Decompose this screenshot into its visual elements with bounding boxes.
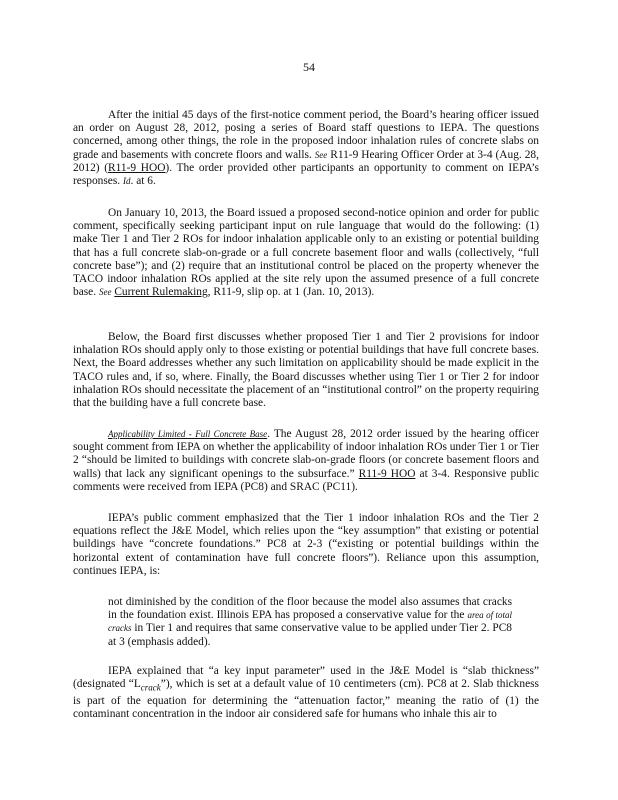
- p1-text-c: ). The order provided other participants an opportunity to comment on IEPA’s responses.: [73, 161, 539, 188]
- paragraph-slab-thickness: [73, 665, 539, 721]
- p6-subscript: crack: [140, 682, 161, 693]
- p1-see: See: [314, 149, 328, 160]
- quote-text-b: in Tier 1 and requires that same conservative value to be applied under Tier 2. PC8 at 3 (emphasis added).: [108, 622, 512, 648]
- p2-text-b: , R11-9, slip op. at 1 (Jan. 10, 2013).: [207, 286, 375, 299]
- p2-cite-current-rulemaking: Current Rulemaking: [114, 286, 208, 299]
- paragraph-hearing-officer-order: [73, 109, 539, 188]
- p4-text-a: . The August 28, 2012 order issued by the hearing officer sought comment from IEPA on whether the applicability of indoor inhalation ROs under Tier 1 or Tier 2 “should be limited to buildings with concrete slab-on-grade floors (or concrete basement floors and walls) that lack any significant openings to the subsurface.”: [73, 428, 540, 480]
- block-quote: [108, 596, 512, 649]
- p4-text-b: at 3-4. Responsive public comments were received from IEPA (PC8) and SRAC (PC11).: [73, 467, 539, 493]
- p3-text: Below, the Board first discusses whether proposed Tier 1 and Tier 2 provisions for indoor inhalation ROs should apply only to those existing or potential buildings that have full concrete bases. Next, the Board addresses whether any such limitation on applicability should be made explicit in the TACO rules and, if so, where. Finally, the Board discusses whether using Tier 1 or Tier 2 for indoor inhalation ROs should necessitate the placement of an “institutional control” on the property requiring that the building have a full concrete base.: [73, 331, 539, 410]
- p4-cite-hoo: R11-9 HOO: [358, 467, 416, 480]
- p2-text-a: On January 10, 2013, the Board issued a proposed second-notice opinion and order for public comment, specifically seeking participant input on rule language that would do the following: (1) make Tier 1 and Tier 2 ROs for indoor inhalation applicable only to an existing or potential building that has a full concrete slab-on-grade or a full concrete basement floor and walls (collectively, “full concrete base”); and (2) require that an institutional control be placed on the property whenever the TACO indoor inhalation ROs applied at the site rely upon the assumed presence of a full concrete base.: [73, 207, 539, 299]
- p2-see: See: [98, 287, 112, 298]
- page-number: 54: [303, 60, 315, 74]
- paragraph-overview: [73, 331, 539, 410]
- quote-emphasis: area of total cracks: [108, 610, 513, 634]
- p6-text-b: ”), which is set at a default value of 10 centimeters (cm). PC8 at 2. Slab thickness is part of the equation for determining the “attenuation factor,” meaning the ratio of (1) the contaminant concentration in the indoor air considered safe for humans who inhale this air to: [73, 678, 539, 720]
- p5-text: IEPA’s public comment emphasized that the Tier 1 indoor inhalation ROs and the Tier 2 equations reflect the J&E Model, which relies upon the “key assumption” that existing or potential buildings have “concrete foundations.” PC8 at 2-3 (“existing or potential buildings within the horizontal extent of contamination have full concrete floors”). Reliance upon this assumption, continues IEPA, is:: [73, 512, 539, 577]
- paragraph-applicability: [73, 428, 539, 494]
- p1-text-a: After the initial 45 days of the first-notice comment period, the Board’s hearing officer issued an order on August 28, 2012, posing a series of Board staff questions to IEPA. The questions concerned, among other things, the role in the proposed indoor inhalation rules of concrete slabs on grade and basements with concrete floors and walls.: [73, 109, 539, 161]
- p1-cite-hoo: R11-9 HOO: [108, 161, 166, 174]
- p1-id: Id: [123, 176, 131, 187]
- paragraph-second-notice: [73, 207, 539, 299]
- paragraph-iepa-comment: [73, 512, 539, 578]
- p1-text-b: R11-9 Hearing Officer Order at 3-4 (Aug. 28, 2012) (: [73, 148, 539, 174]
- section-heading-applicability: Applicability Limited - Full Concrete Base: [108, 429, 268, 439]
- p1-text-d: . at 6.: [130, 175, 156, 188]
- p6-text-a: IEPA explained that “a key input parameter” used in the J&E Model is “slab thickness” (designated “L: [73, 665, 539, 691]
- quote-text-a: not diminished by the condition of the floor because the model also assumes that cracks in the foundation exist. Illinois EPA has proposed a conservative value for the: [108, 596, 512, 622]
